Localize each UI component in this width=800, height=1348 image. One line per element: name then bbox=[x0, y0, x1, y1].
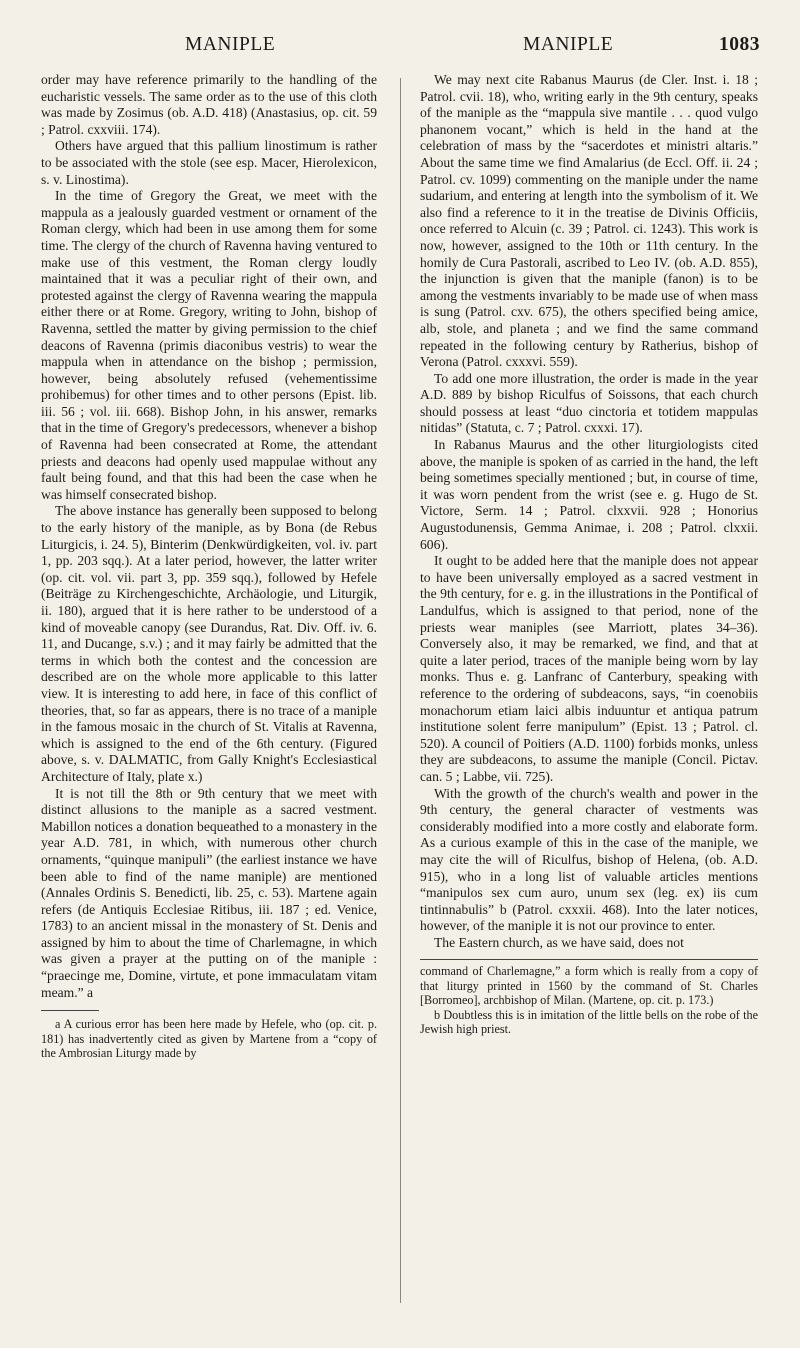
paragraph: In Rabanus Maurus and the other liturgiologists cited above, the maniple is spoken of as carried in the hand, the left being sometimes specially mentioned ; but, in course of time, it was worn pendent from the wrist (see e. g. Hugo de St. Victore, Serm. 14 ; Patrol. clxxvii. 928 ; Honorius Augustodunensis, Gemma Animae, i. 208 ; Patrol. clxxii. 606). bbox=[420, 437, 758, 552]
running-title-left: MANIPLE bbox=[185, 34, 276, 55]
right-column bbox=[420, 72, 758, 1037]
paragraph: In the time of Gregory the Great, we meet with the mappula as a jealously guarded vestment or ornament of the Roman clergy, which had been in use among them for some time. The clergy of the church of Ravenna having ventured to make use of this vestment, the Roman clergy loudly maintained that it was a peculiar right of their own, and protested against the clergy of Ravenna wearing the mappula either there or at Rome. Gregory, writing to John, bishop of Ravenna, settled the matter by giving permission to the chief deacons of Ravenna (primis diaconibus vestris) to wear the mappula when in attendance on the bishop ; permission, however, being absolutely refused (vehementissime prohibemus) for other times and to other persons (Epist. lib. iii. 56 ; vol. iii. 668). Bishop John, in his answer, remarks that in the time of Gregory's predecessors, whenever a bishop of Ravenna had been consecrated at Rome, the attendant priests and deacons had openly used mappulae without any fault being found, and that this had been the case when he was himself consecrated bishop. bbox=[41, 188, 377, 502]
paragraph: The above instance has generally been supposed to belong to the early history of the maniple, as by Bona (de Rebus Liturgicis, i. 24. 5), Binterim (Denkwürdigkeiten, vol. iv. part 1, pp. 203 sqq.). At a later period, however, the latter writer (op. cit. vol. vii. part 3, pp. 359 sqq.), followed by Hefele (Beiträge zu Kirchengeschichte, Archäologie, und Liturgik, ii. 180), argued that it is here rather to be understood of a kind of moveable canopy (see Durandus, Rat. Div. Off. iv. 6. 11, and Ducange, s.v.) ; and it may fairly be admitted that the terms in which both the contest and the concession are described are on the whole more applicable to this latter view. It is interesting to add here, in face of this conflict of theories, that, so far as appears, there is no trace of a maniple in the famous mosaic in the church of St. Vitalis at Ravenna, which is assigned to the end of the 6th century. (Figured above, s. v. DALMATIC, from Gally Knight's Ecclesiastical Architecture of Italy, plate x.) bbox=[41, 503, 377, 784]
paragraph: The Eastern church, as we have said, does not bbox=[434, 934, 684, 950]
paragraph: We may next cite Rabanus Maurus (de Cler. Inst. i. 18 ; Patrol. cvii. 18), who, writing early in the 9th century, speaks of the maniple as the “mappula sive mantile . . . quod vulgo phanonem vocant,” which is held in the hand at the celebration of mass by the “sacerdotes et ministri altaris.” About the same time we find Amalarius (de Eccl. Off. ii. 24 ; Patrol. cv. 1099) commenting on the maniple under the name sudarium, and entering at length into the symbolism of it. We also find a reference to it in the treatise de Divinis Officiis, once referred to Alcuin (c. 39 ; Patrol. ci. 1243). This work is now, however, assigned to the 10th or 11th century. In the homily de Cura Pastorali, ascribed to Leo IV. (ob. A.D. 855), the injunction is given that the maniple (fanon) is to be among the vestments invariably to be made use of when mass is sung (Patrol. cxv. 675), the others specified being amice, alb, stole, and planeta ; and we find the same command repeated in the following century by Ratherius, bishop of Verona (Patrol. cxxxvi. 559). bbox=[420, 72, 758, 370]
column-divider bbox=[400, 78, 401, 1303]
running-header bbox=[40, 34, 760, 64]
footnote-b: b Doubtless this is in imitation of the little bells on the robe of the Jewish high priest. bbox=[420, 1007, 758, 1037]
footnote-a-continued: command of Charlemagne,” a form which is really from a copy of that liturgy printed in 1560 by the command of St. Charles [Borromeo], archbishop of Milan. (Martene, op. cit. p. 173.) bbox=[420, 964, 758, 1008]
paragraph: It ought to be added here that the maniple does not appear to have been universally employed as a sacred vestment in the 9th century, for e. g. in the illustrations in the Pontifical of Landulfus, which is assigned to that period, none of the priests wear maniples (see Marriott, plates 34–36). Conversely also, it may be remarked, we find, and that at quite a later period, traces of the maniple being worn by lay monks. Thus e. g. Lanfranc of Canterbury, speaking with reference to the ordering of subdeacons, says, “in coenobiis monachorum etiam laici albis induuntur et antiqua patrum institutione solent ferre manipulum” (Epist. 13 ; Patrol. cl. 520). A council of Poitiers (A.D. 1100) forbids monks, unless they are subdeacons, to assume the maniple (Concil. Pictav. can. 5 ; Labbe, vii. 725). bbox=[420, 553, 758, 784]
paragraph: order may have reference primarily to the handling of the eucharistic vessels. The same order as to the use of this cloth was made by Zosimus (ob. A.D. 418) (Anastasius, op. cit. 59 ; Patrol. cxxviii. 174). bbox=[41, 72, 377, 137]
footnote-a: a A curious error has been here made by Hefele, who (op. cit. p. 181) has inadvertently cited as given by Martene from a “copy of the Ambrosian Liturgy made by bbox=[41, 1017, 377, 1061]
footnote-separator bbox=[420, 959, 758, 960]
footnote-rule bbox=[41, 1010, 99, 1011]
left-column bbox=[41, 72, 377, 1060]
page-number: 1083 bbox=[719, 34, 760, 55]
paragraph: To add one more illustration, the order is made in the year A.D. 889 by bishop Riculfus of Soissons, that each church should possess at least “duo cinctoria et totidem mappulas nitidas” (Statuta, c. 7 ; Patrol. cxxxi. 17). bbox=[420, 370, 758, 436]
paragraph: Others have argued that this pallium linostimum is rather to be associated with the stole (see esp. Macer, Hierolexicon, s. v. Linostima). bbox=[41, 138, 377, 187]
paragraph: It is not till the 8th or 9th century that we meet with distinct allusions to the maniple as a sacred vestment. Mabillon notices a donation bequeathed to a monastery in the year A.D. 781, in which, with numerous other church ornaments, “quinque manipuli” (the earliest instance we have been able to find of the name maniple) are mentioned (Annales Ordinis S. Benedicti, lib. 25, c. 53). Martene again refers (de Antiquis Ecclesiae Ritibus, iii. 187 ; ed. Venice, 1783) to an ancient missal in the monastery of St. Denis and assigned by him to about the time of Charlemagne, in which was given a prayer at the putting on of the maniple : “praecinge me, Domine, virtute, et pone immaculatam vitam meam.” a bbox=[41, 785, 377, 1000]
paragraph: With the growth of the church's wealth and power in the 9th century, the general character of vestments was considerably modified into a more costly and elaborate form. As a curious example of this in the case of the maniple, we may cite the will of Riculfus, bishop of Helena, (ob. A.D. 915), who in a long list of valuable articles mentions “manipulos sex cum auro, unum sex (leg. ex) iis cum tintinnabulis” b (Patrol. cxxxii. 468). Into the later notices, however, of the maniple it is not our province to enter. bbox=[420, 785, 758, 934]
running-title-right: MANIPLE bbox=[523, 34, 614, 55]
